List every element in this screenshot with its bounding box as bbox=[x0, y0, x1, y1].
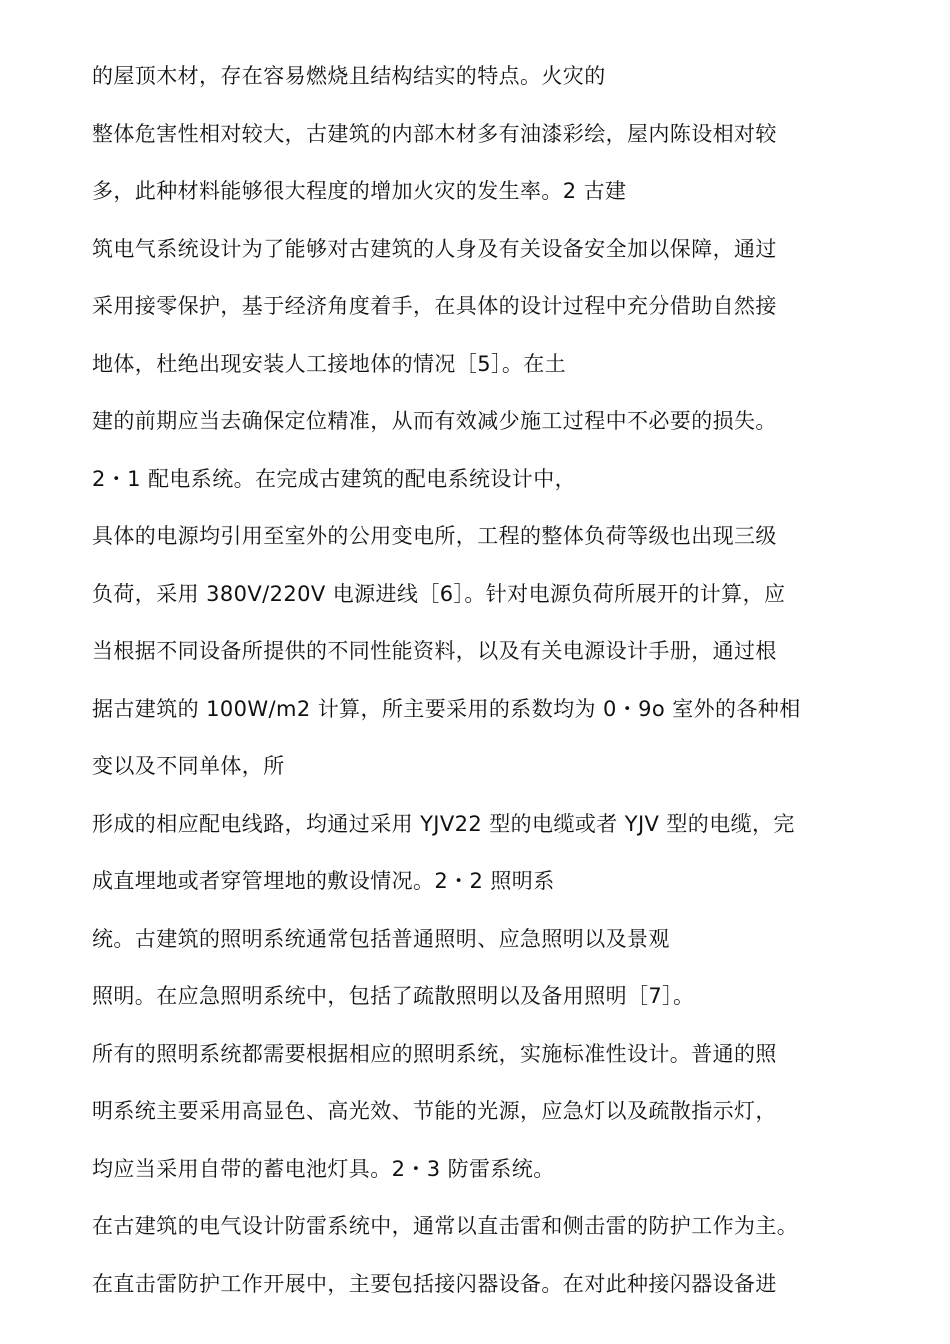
text-line: 在古建筑的电气设计防雷系统中，通常以直击雷和侧击雷的防护工作为主。 bbox=[92, 1214, 799, 1238]
text-line: 明系统主要采用高显色、高光效、节能的光源，应急灯以及疏散指示灯， bbox=[92, 1099, 777, 1123]
text-line: 成直埋地或者穿管埋地的敷设情况。2・2 照明系 bbox=[92, 869, 555, 893]
text-line: 统。古建筑的照明系统通常包括普通照明、应急照明以及景观 bbox=[92, 927, 670, 951]
text-line: 当根据不同设备所提供的不同性能资料，以及有关电源设计手册，通过根 bbox=[92, 639, 777, 663]
text-line: 在直击雷防护工作开展中，主要包括接闪器设备。在对此种接闪器设备进 bbox=[92, 1272, 777, 1296]
text-line: 具体的电源均引用至室外的公用变电所，工程的整体负荷等级也出现三级 bbox=[92, 524, 777, 548]
text-line: 多，此种材料能够很大程度的增加火灾的发生率。2 古建 bbox=[92, 179, 627, 203]
text-line: 筑电气系统设计为了能够对古建筑的人身及有关设备安全加以保障，通过 bbox=[92, 237, 777, 261]
text-line: 地体，杜绝出现安装人工接地体的情况［5］。在土 bbox=[92, 352, 567, 376]
text-line: 均应当采用自带的蓄电池灯具。2・3 防雷系统。 bbox=[92, 1157, 555, 1181]
text-line: 形成的相应配电线路，均通过采用 YJV22 型的电缆或者 YJV 型的电缆，完 bbox=[92, 812, 795, 836]
text-line: 负荷，采用 380V/220V 电源进线［6］。针对电源负荷所展开的计算，应 bbox=[92, 582, 786, 606]
text-line: 2・1 配电系统。在完成古建筑的配电系统设计中， bbox=[92, 467, 576, 491]
text-line: 的屋顶木材，存在容易燃烧且结构结实的特点。火灾的 bbox=[92, 64, 606, 88]
text-line: 照明。在应急照明系统中，包括了疏散照明以及备用照明［7］。 bbox=[92, 984, 695, 1008]
text-line: 据古建筑的 100W/m2 计算，所主要采用的系数均为 0・9o 室外的各种相 bbox=[92, 697, 801, 721]
text-line: 所有的照明系统都需要根据相应的照明系统，实施标准性设计。普通的照 bbox=[92, 1042, 777, 1066]
text-line: 建的前期应当去确保定位精准，从而有效减少施工过程中不必要的损失。 bbox=[92, 409, 777, 433]
text-line: 采用接零保护，基于经济角度着手，在具体的设计过程中充分借助自然接 bbox=[92, 294, 777, 318]
text-line: 整体危害性相对较大，古建筑的内部木材多有油漆彩绘，屋内陈设相对较 bbox=[92, 122, 777, 146]
text-line: 变以及不同单体，所 bbox=[92, 754, 285, 778]
